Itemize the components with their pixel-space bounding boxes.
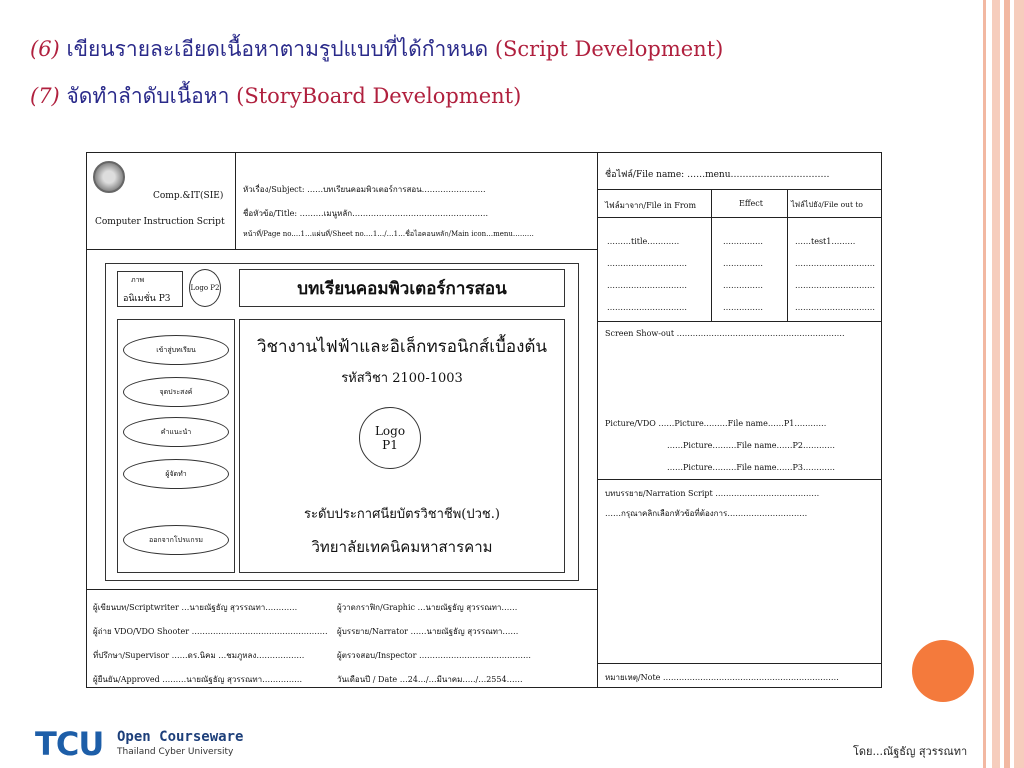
divider [597, 479, 881, 480]
course-code: รหัสวิชา 2100-1003 [341, 371, 463, 386]
divider [787, 189, 788, 321]
note-field: หมายเหตุ/Note ………………………………………………………… [605, 673, 839, 682]
blank-line: ………………………… [795, 281, 875, 290]
credit-approved: ผู้ยืนยัน/Approved ………นายณัฐธัญ สุวรรณทา…………… [93, 675, 303, 684]
author-credit: โดย...ณัฐธัญ สุวรรณทา [853, 745, 968, 758]
menu-item-enter-lesson[interactable]: เข้าสู่บทเรียน [123, 335, 229, 365]
step-title-en: (Script Development) [494, 37, 724, 61]
row-file-out: ……test1……… [795, 237, 856, 246]
blank-line: ………………………… [607, 281, 687, 290]
storyboard-form [86, 152, 882, 688]
divider [597, 153, 598, 687]
credit-date: วันเดือนปี / Date …24…/…มีนาคม…../…2554…… [337, 675, 523, 684]
credit-supervisor: ที่ปรึกษา/Supervisor ……ดร.นิคม …ชมภูหลง……………… [93, 651, 305, 660]
blank-line: …………… [723, 303, 763, 312]
menu-item-instructions[interactable]: คำแนะนำ [123, 417, 229, 447]
banner-title: บทเรียนคอมพิวเตอร์การสอน [239, 269, 565, 307]
menu-item-exit[interactable]: ออกจากโปรแกรม [123, 525, 229, 555]
decor-stripe [1014, 0, 1024, 768]
decor-stripe [983, 0, 986, 768]
credit-inspector: ผู้ตรวจสอบ/Inspector …………………………………… [337, 651, 531, 660]
step-title-thai: จัดทำลำดับเนื้อหา [66, 84, 230, 108]
menu-item-objectives[interactable]: จุดประสงค์ [123, 377, 229, 407]
step-number: (7) [30, 84, 60, 108]
credit-narrator: ผู้บรรยาย/Narrator ……นายณัฐธัญ สุวรรณทา…… [337, 627, 519, 636]
blank-line: ………………………… [795, 303, 875, 312]
screen-show-field: Screen Show-out ……………………………………………………… [605, 329, 845, 338]
step-title-thai: เขียนรายละเอียดเนื้อหาตามรูปแบบที่ได้กำหนด [66, 37, 489, 61]
logo-p2-placeholder: Logo P2 [189, 269, 221, 307]
college-seal-logo [93, 161, 125, 193]
open-courseware-label: Open Courseware [117, 729, 244, 745]
title-field: ชื่อหัวข้อ/Title: ………เมนูหลัก…………………………………………… [243, 209, 489, 218]
menu-item-authors[interactable]: ผู้จัดทำ [123, 459, 229, 489]
row-file-from: ………title………… [607, 237, 680, 246]
decor-stripe [992, 0, 1000, 768]
animation-caption: อนิเมชั่น P3 [123, 294, 171, 304]
college-name: วิทยาลัยเทคนิคมหาสารคาม [311, 538, 493, 556]
blank-line: …………… [723, 259, 763, 268]
page-field: หน้าที่/Page no.…1…แผ่นที่/Sheet no.…1…/…1…ชื่อไอคอนหลัก/Main icon…menu……… [243, 230, 534, 238]
divider [597, 217, 881, 218]
decor-circle [912, 640, 974, 702]
picture-line-1: Picture/VDO ……Picture………File name……P1………… [605, 419, 827, 428]
divider [711, 189, 712, 321]
divider [597, 663, 881, 664]
step-number: (6) [30, 37, 60, 61]
picture-line-2: ……Picture………File name……P2………… [667, 441, 836, 450]
divider [597, 321, 881, 322]
script-title: Computer Instruction Script [95, 217, 225, 227]
step-title-en: (StoryBoard Development) [236, 84, 522, 108]
row-effect: …………… [723, 237, 763, 246]
divider [87, 249, 597, 250]
picture-line-3: ……Picture………File name……P3………… [667, 463, 836, 472]
credit-vdo-shooter: ผู้ถ่าย VDO/VDO Shooter …………………………………………… [93, 627, 328, 636]
credit-scriptwriter: ผู้เขียนบท/Scriptwriter …นายณัฐธัญ สุวรรณทา………… [93, 603, 298, 612]
blank-line: ………………………… [607, 259, 687, 268]
divider [235, 153, 236, 249]
animation-label: ภาพ [131, 276, 145, 284]
tcu-logo-text: TCU [35, 725, 104, 763]
narration-text: ……กรุณาคลิกเลือกหัวข้อที่ต้องการ………………………… [605, 509, 808, 518]
file-name-field: ชื่อไฟล์/File name: ……menu…………………………… [605, 170, 830, 180]
blank-line: ………………………… [795, 259, 875, 268]
course-name: วิชางานไฟฟ้าและอิเล็กทรอนิกส์เบื้องต้น [256, 337, 548, 357]
col-file-from: ไฟล์มาจาก/File in From [605, 201, 697, 210]
tcu-logo [35, 725, 244, 763]
blank-line: …………… [723, 281, 763, 290]
decor-stripe [1004, 0, 1010, 768]
divider [87, 589, 597, 590]
credit-graphic: ผู้วาดกราฟิก/Graphic …นายณัฐธัญ สุวรรณทา…… [337, 603, 518, 612]
narration-field: บทบรรยาย/Narration Script ………………………………… [605, 489, 820, 498]
heading-step-7 [30, 80, 521, 113]
level-text: ระดับประกาศนียบัตรวิชาชีพ(ปวช.) [304, 507, 500, 522]
org-label: Comp.&IT(SIE) [153, 191, 224, 201]
logo-p1-placeholder: Logo P1 [359, 407, 421, 469]
col-file-out: ไฟล์ไปยัง/File out to [791, 200, 863, 209]
subject-field: หัวเรื่อง/Subject: ……บทเรียนคอมพิวเตอร์การสอน…………………… [243, 185, 486, 194]
tcu-subtitle: Thailand Cyber University [117, 747, 234, 757]
heading-step-6 [30, 33, 723, 66]
divider [597, 189, 881, 190]
col-effect: Effect [739, 199, 763, 208]
blank-line: ………………………… [607, 303, 687, 312]
